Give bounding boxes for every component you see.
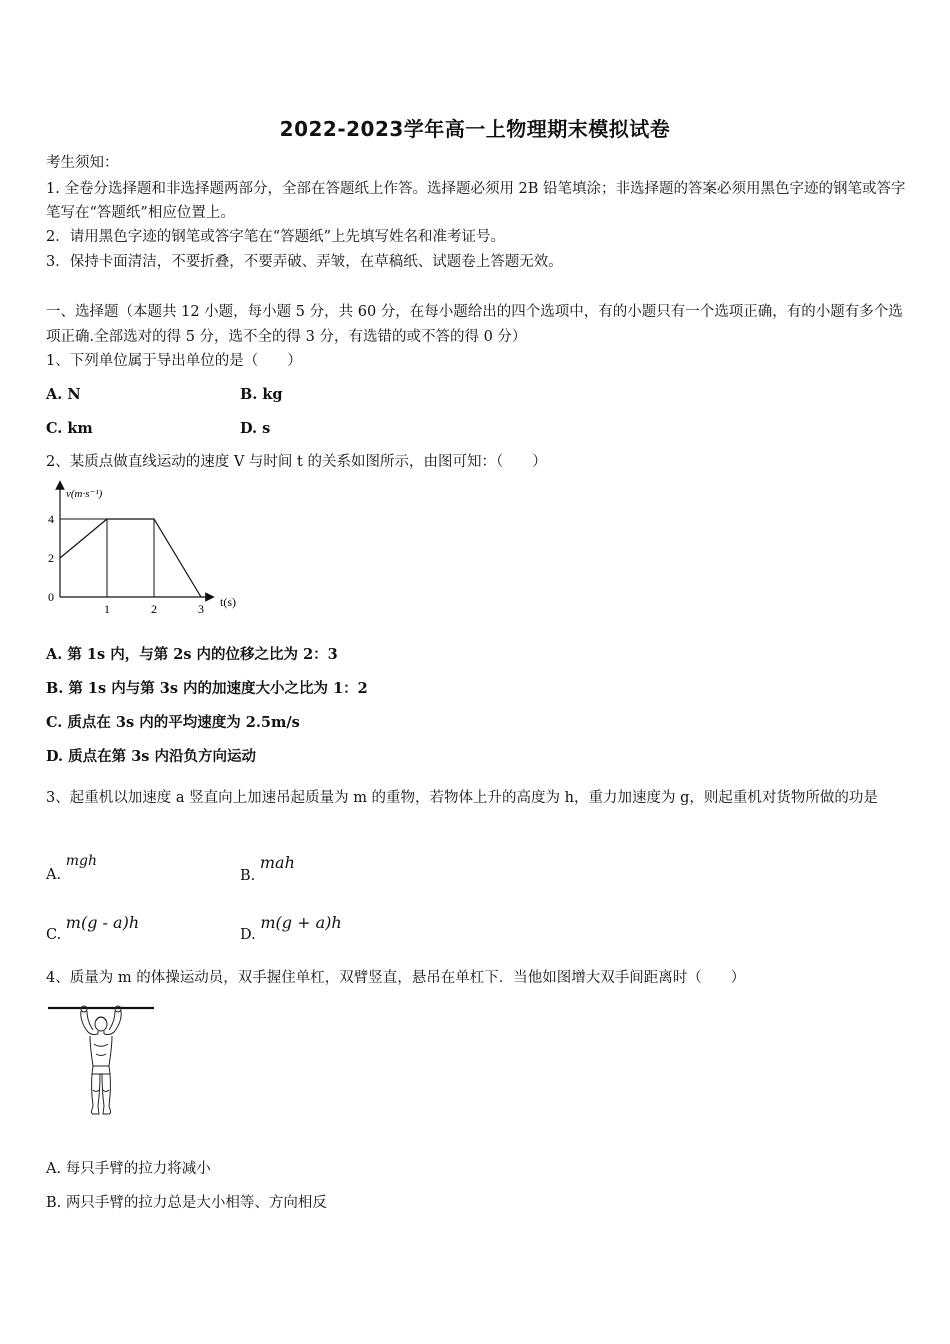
option-letter: C. (46, 927, 62, 943)
velocity-time-graph (44, 480, 254, 620)
option-expression: mgh (65, 853, 97, 869)
x-tick-label-3: 3 (198, 602, 204, 616)
y-tick-label-4: 4 (48, 512, 54, 526)
option-expression: m(g + a)h (260, 913, 342, 932)
notice-heading: 考生须知： (46, 155, 119, 171)
q3-option-c[interactable] (46, 913, 140, 945)
gymnast-figure (46, 1000, 158, 1122)
option-expression: mah (259, 853, 295, 872)
option-letter: B. (240, 868, 256, 884)
q1-option-d[interactable]: D. s (240, 420, 271, 437)
q2-option-a[interactable]: A. 第 1s 内，与第 2s 内的位移之比为 2：3 (46, 646, 338, 663)
notice-item-1: 1. 全卷分选择题和非选择题两部分，全部在答题纸上作答。选择题必须用 2B 铅笔填涂；非选择题的答案必须用黑色字迹的钢笔或答字笔写在“答题纸”相应位置上。 (46, 181, 906, 221)
y-tick-label-2: 2 (48, 551, 54, 565)
q2-option-b[interactable]: B. 第 1s 内与第 3s 内的加速度大小之比为 1：2 (46, 680, 368, 697)
q4-option-a[interactable]: A. 每只手臂的拉力将减小 (46, 1161, 211, 1177)
x-tick-label-2: 2 (151, 602, 157, 616)
q3-option-b[interactable] (240, 853, 295, 886)
y-tick-label-0: 0 (48, 590, 54, 604)
question-2-stem: 2、某质点做直线运动的速度 V 与时间 t 的关系如图所示，由图可知：（ ） (46, 454, 547, 470)
q1-option-b[interactable]: B. kg (240, 386, 283, 403)
x-axis-label: t(s) (220, 595, 236, 609)
page-title: 2022-2023学年高一上物理期末模拟试卷 (279, 117, 671, 141)
y-axis-label: v(m·s⁻¹) (66, 488, 103, 500)
q2-option-c[interactable]: C. 质点在 3s 内的平均速度为 2.5m/s (46, 714, 300, 731)
question-4-stem: 4、质量为 m 的体操运动员，双手握住单杠，双臂竖直，悬吊在单杠下．当他如图增大双手间距离时（ ） (46, 970, 746, 986)
option-expression: m(g - a)h (65, 913, 140, 932)
question-1-stem: 1、下列单位属于导出单位的是（ ） (46, 353, 302, 369)
q3-option-a[interactable] (46, 853, 97, 885)
q3-option-d[interactable] (240, 913, 342, 945)
q4-option-b[interactable]: B. 两只手臂的拉力总是大小相等、方向相反 (46, 1195, 327, 1211)
question-3-stem: 3、起重机以加速度 a 竖直向上加速吊起质量为 m 的重物，若物体上升的高度为 h，重力加速度为 g，则起重机对货物所做的功是 (46, 790, 878, 806)
q1-option-c[interactable]: C. km (46, 420, 93, 437)
q2-option-d[interactable]: D. 质点在第 3s 内沿负方向运动 (46, 748, 257, 765)
notice-item-3: 3．保持卡面清洁，不要折叠，不要弄破、弄皱，在草稿纸、试题卷上答题无效。 (46, 254, 563, 270)
series-line-0 (60, 519, 201, 597)
section-heading: 一、选择题（本题共 12 小题，每小题 5 分，共 60 分，在每小题给出的四个选项中，有的小题只有一个选项正确，有的小题有多个选项正确.全部选对的得 5 分，选不全的得 3 分，有选错的或不答的得 0 分） (46, 304, 903, 345)
q1-option-a[interactable]: A. N (46, 386, 81, 403)
x-tick-label-1: 1 (104, 602, 110, 616)
option-letter: A. (46, 867, 62, 883)
notice-item-2: 2．请用黑色字迹的钢笔或答字笔在“答题纸”上先填写姓名和准考证号。 (46, 229, 506, 245)
option-letter: D. (240, 927, 256, 943)
